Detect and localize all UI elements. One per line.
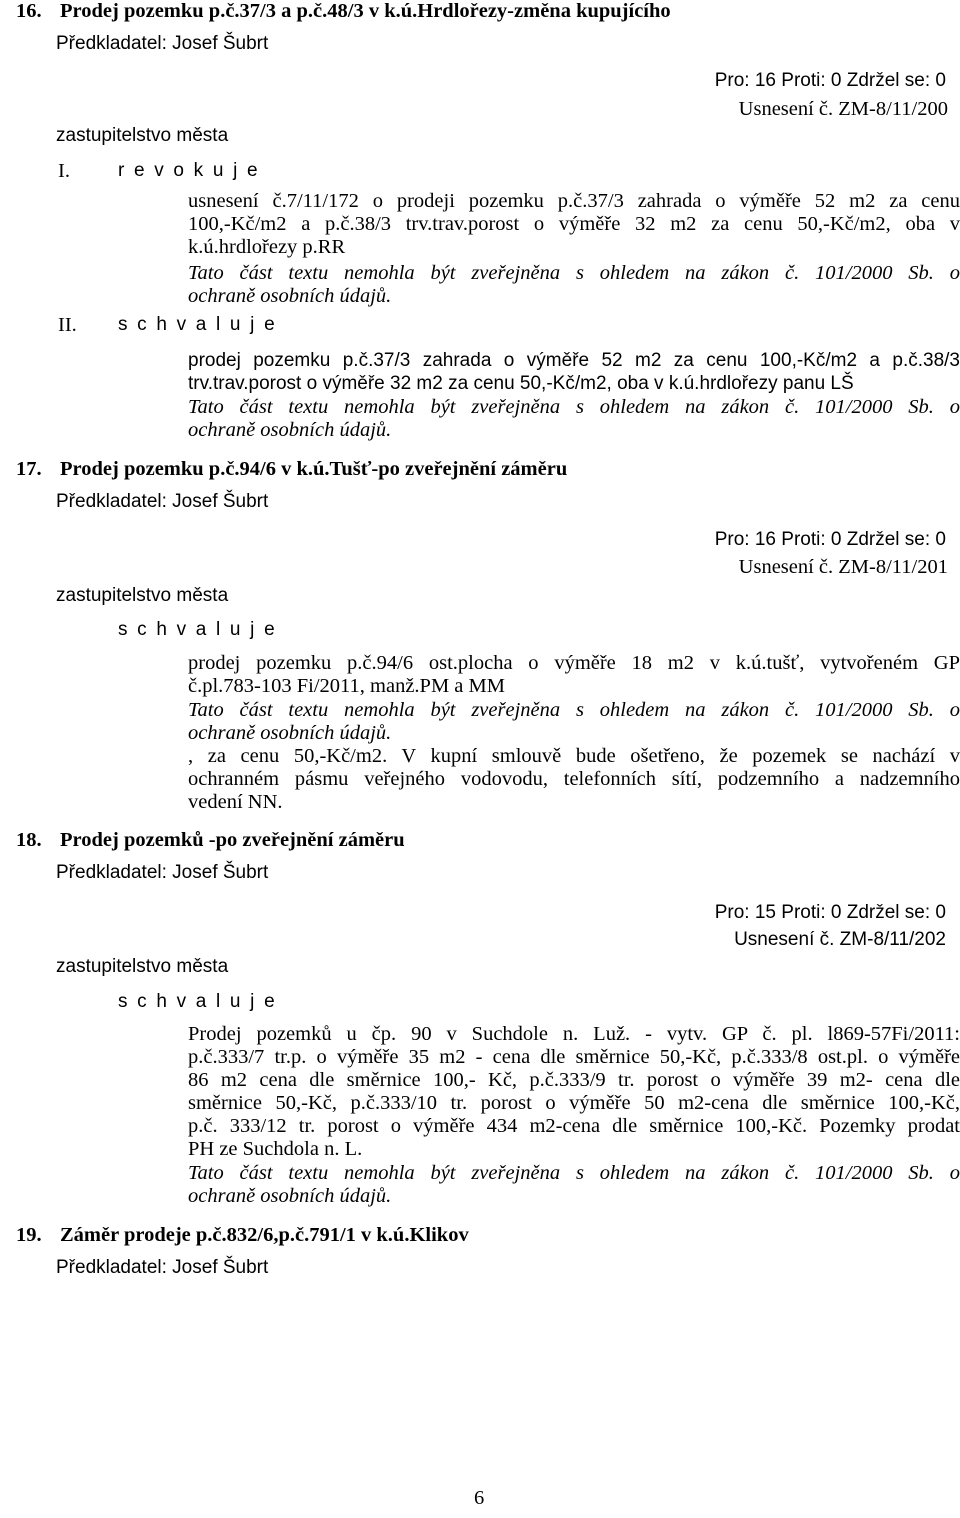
body-line: směrnice 50,-Kč, p.č.333/10 tr. porost o výměře 50 m2-cena dle směrnice 100,-Kč, [188,1092,960,1114]
body-line: trv.trav.porost o výměře 32 m2 za cenu 50,-Kč/m2, oba v k.ú.hrdlořezy panu LŠ [188,373,854,394]
proposer: Předkladatel: Josef Šubrt [56,33,269,54]
redaction-note: ochraně osobních údajů. [188,1185,392,1207]
section-roman: I. [58,160,70,182]
vote-result: Pro: 16 Proti: 0 Zdržel se: 0 [714,70,946,91]
redaction-note: Tato část textu nemohla být zveřejněna s ohledem na zákon č. 101/2000 Sb. o [188,699,960,721]
redaction-note: ochraně osobních údajů. [188,722,392,744]
item-number: 18. [16,829,42,851]
body-line: ochranném pásmu veřejného vodovodu, telefonních sítí, podzemního a nadzemního [188,768,960,790]
council-label: zastupitelstvo města [56,956,229,977]
page-number: 6 [474,1487,485,1509]
body-line: p.č.333/7 tr.p. o výměře 35 m2 - cena dle směrnice 50,-Kč, p.č.333/8 ost.pl. o výměře [188,1046,960,1068]
proposer: Předkladatel: Josef Šubrt [56,491,269,512]
redaction-note: ochraně osobních údajů. [188,419,392,441]
body-line: prodej pozemku p.č.37/3 zahrada o výměře 52 m2 za cenu 100,-Kč/m2 a p.č.38/3 [188,350,960,371]
section-roman: II. [58,314,77,336]
redaction-note: Tato část textu nemohla být zveřejněna s ohledem na zákon č. 101/2000 Sb. o [188,396,960,418]
body-line: k.ú.hrdlořezy p.RR [188,236,346,258]
item-title: Prodej pozemku p.č.37/3 a p.č.48/3 v k.ú.Hrdlořezy-změna kupujícího [60,0,671,22]
body-line: č.pl.783-103 Fi/2011, manž.PM a MM [188,675,505,697]
resolution-verb: s c h v a l u j e [118,314,277,335]
redaction-note: Tato část textu nemohla být zveřejněna s ohledem na zákon č. 101/2000 Sb. o [188,262,960,284]
redaction-note: Tato část textu nemohla být zveřejněna s ohledem na zákon č. 101/2000 Sb. o [188,1162,960,1184]
resolution-verb: r e v o k u j e [118,160,260,181]
body-line: , za cenu 50,-Kč/m2. V kupní smlouvě bude ošetřeno, že pozemek se nachází v [188,745,960,767]
resolution-number: Usnesení č. ZM-8/11/201 [738,556,948,578]
body-line: p.č. 333/12 tr. porost o výměře 434 m2-cena dle směrnice 100,-Kč. Pozemky prodat [188,1115,960,1137]
resolution-verb: s c h v a l u j e [118,619,277,640]
body-line: PH ze Suchdola n. L. [188,1138,363,1160]
vote-result: Pro: 16 Proti: 0 Zdržel se: 0 [714,529,946,550]
proposer: Předkladatel: Josef Šubrt [56,862,269,883]
item-number: 16. [16,0,42,22]
resolution-number: Usnesení č. ZM-8/11/202 [734,929,946,950]
item-title: Prodej pozemků -po zveřejnění záměru [60,829,405,851]
redaction-note: ochraně osobních údajů. [188,285,392,307]
body-line: vedení NN. [188,791,283,813]
resolution-verb: s c h v a l u j e [118,991,277,1012]
item-title: Záměr prodeje p.č.832/6,p.č.791/1 v k.ú.Klikov [60,1224,469,1246]
item-title: Prodej pozemku p.č.94/6 v k.ú.Tušť-po zveřejnění záměru [60,458,568,480]
vote-result: Pro: 15 Proti: 0 Zdržel se: 0 [714,902,946,923]
council-label: zastupitelstvo města [56,585,229,606]
body-line: 100,-Kč/m2 a p.č.38/3 trv.trav.porost o výměře 32 m2 za cenu 50,-Kč/m2, oba v [188,213,960,235]
body-line: 86 m2 cena dle směrnice 100,- Kč, p.č.333/9 tr. porost o výměře 39 m2- cena dle [188,1069,960,1091]
resolution-number: Usnesení č. ZM-8/11/200 [738,98,948,120]
item-number: 19. [16,1224,42,1246]
body-line: Prodej pozemků u čp. 90 v Suchdole n. Luž. - vytv. GP č. pl. l869-57Fi/2011: [188,1023,960,1045]
proposer: Předkladatel: Josef Šubrt [56,1257,269,1278]
item-number: 17. [16,458,42,480]
body-line: prodej pozemku p.č.94/6 ost.plocha o výměře 18 m2 v k.ú.tušť, vytvořeném GP [188,652,960,674]
body-line: usnesení č.7/11/172 o prodeji pozemku p.č.37/3 zahrada o výměře 52 m2 za cenu [188,190,960,212]
council-label: zastupitelstvo města [56,125,229,146]
